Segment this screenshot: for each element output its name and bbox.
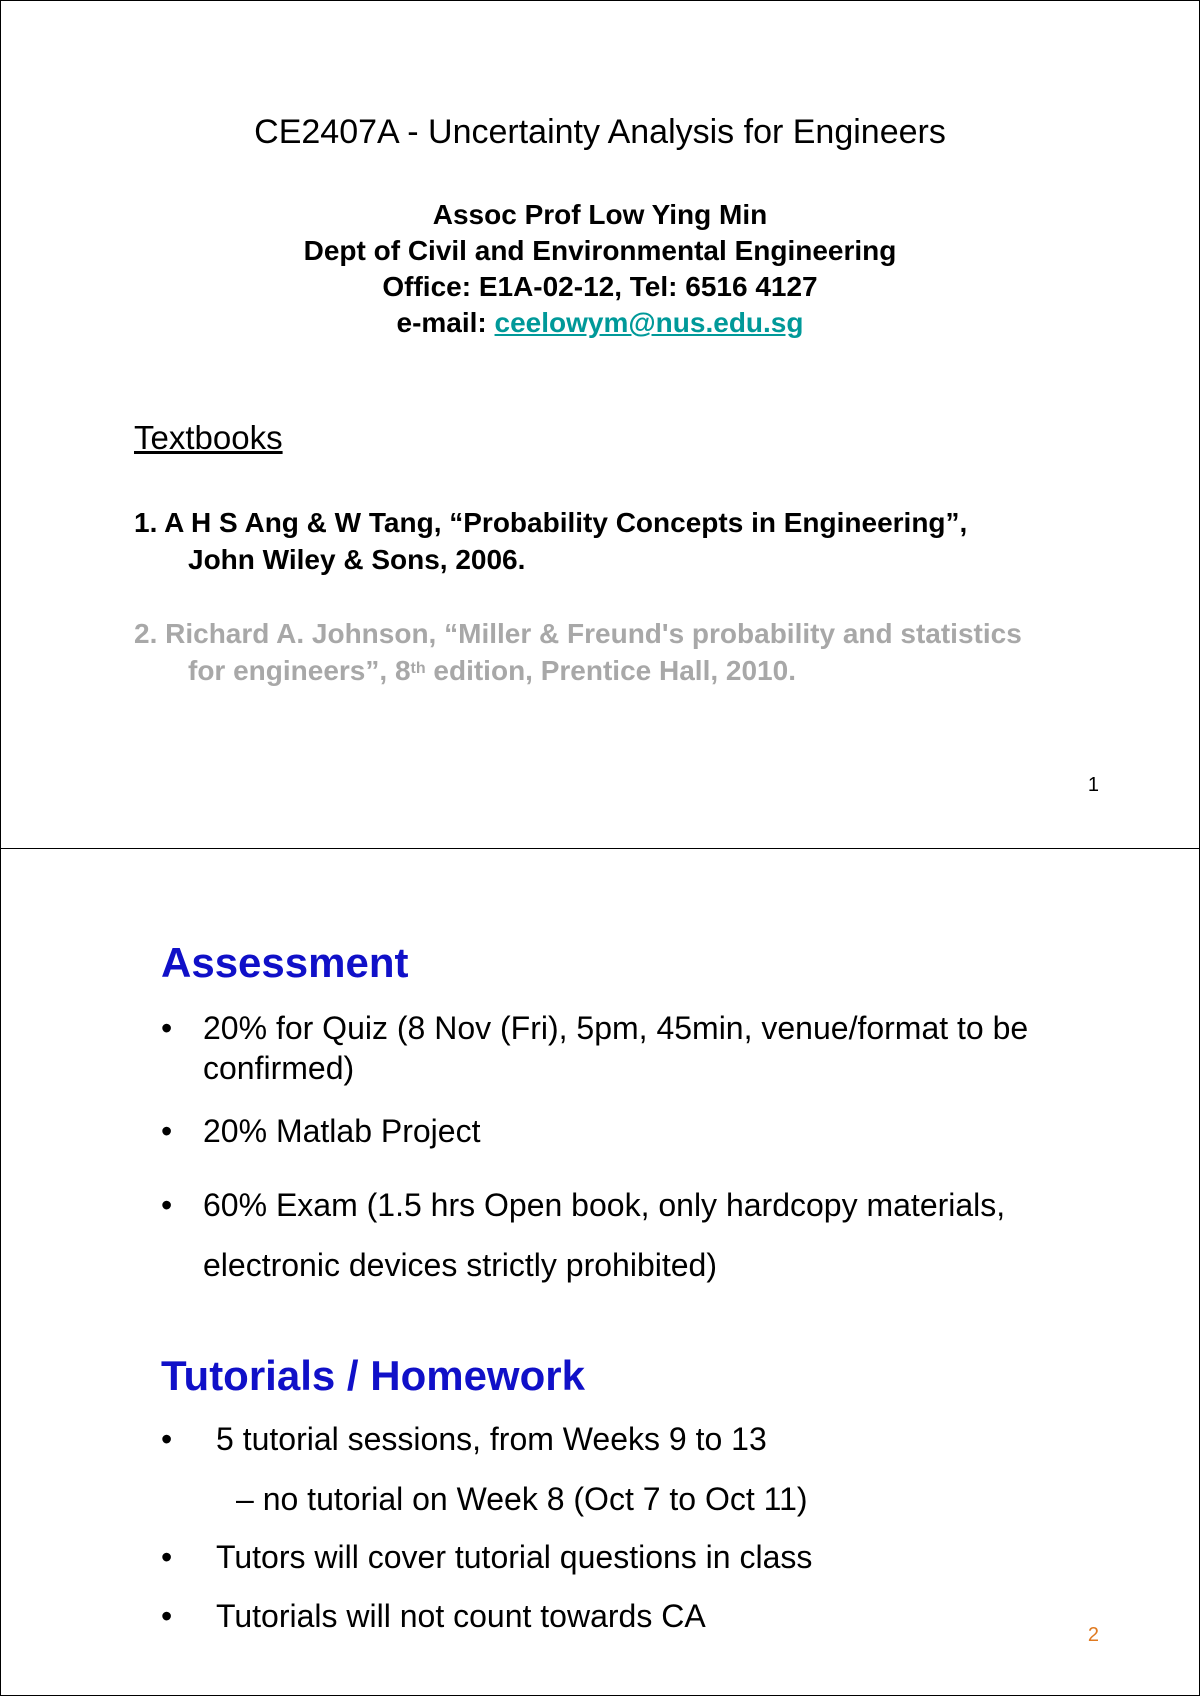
bullet-icon: • <box>161 1010 173 1046</box>
textbook-2 <box>134 615 1022 689</box>
course-title: CE2407A - Uncertainty Analysis for Engineers <box>254 113 946 151</box>
bullet-icon: • <box>161 1421 173 1457</box>
textbook-1-line1: 1. A H S Ang & W Tang, “Probability Concepts in Engineering”, <box>134 507 968 538</box>
bullet-icon: • <box>161 1598 173 1634</box>
textbook-1 <box>134 504 967 578</box>
textbook-2-line1: 2. Richard A. Johnson, “Miller & Freund's probability and statistics <box>134 618 1022 649</box>
textbook-2-superscript: th <box>410 660 426 677</box>
assessment-item-text: electronic devices strictly prohibited) <box>203 1247 717 1283</box>
slide-2 <box>0 848 1200 1696</box>
textbook-1-line2: John Wiley & Sons, 2006. <box>188 544 526 575</box>
tutorial-item-text: Tutors will cover tutorial questions in class <box>216 1539 813 1575</box>
textbook-2-line2-post: edition, Prentice Hall, 2010. <box>425 655 796 686</box>
assessment-item-text: 60% Exam (1.5 hrs Open book, only hardcopy materials, <box>203 1187 1006 1223</box>
assessment-item-text: 20% Matlab Project <box>203 1113 481 1149</box>
email-link[interactable]: ceelowym@nus.edu.sg <box>494 307 804 338</box>
assessment-item-text: 20% for Quiz (8 Nov (Fri), 5pm, 45min, venue/format to be <box>203 1010 1029 1046</box>
textbook-2-line2 <box>134 652 1022 689</box>
tutorial-subitem-text: – no tutorial on Week 8 (Oct 7 to Oct 11) <box>236 1481 808 1517</box>
instructor-dept: Dept of Civil and Environmental Engineering <box>303 235 897 266</box>
tutorials-heading: Tutorials / Homework <box>161 1352 585 1399</box>
bullet-icon: • <box>161 1539 173 1575</box>
page-number-2: 2 <box>1087 1624 1099 1646</box>
instructor-name: Assoc Prof Low Ying Min <box>432 199 768 230</box>
assessment-item-text: confirmed) <box>203 1050 355 1086</box>
textbook-2-line2-pre: for engineers”, 8 <box>188 655 411 686</box>
page-number-1: 1 <box>1087 774 1099 796</box>
assessment-heading: Assessment <box>161 939 409 986</box>
bullet-icon: • <box>161 1113 173 1149</box>
email-label: e-mail: <box>396 307 495 338</box>
textbooks-heading: Textbooks <box>134 419 283 456</box>
tutorial-item-text: 5 tutorial sessions, from Weeks 9 to 13 <box>216 1421 767 1457</box>
bullet-icon: • <box>161 1187 173 1223</box>
tutorial-item-text: Tutorials will not count towards CA <box>216 1598 706 1634</box>
instructor-office: Office: E1A-02-12, Tel: 6516 4127 <box>382 271 818 302</box>
instructor-email-line <box>1 307 1199 339</box>
